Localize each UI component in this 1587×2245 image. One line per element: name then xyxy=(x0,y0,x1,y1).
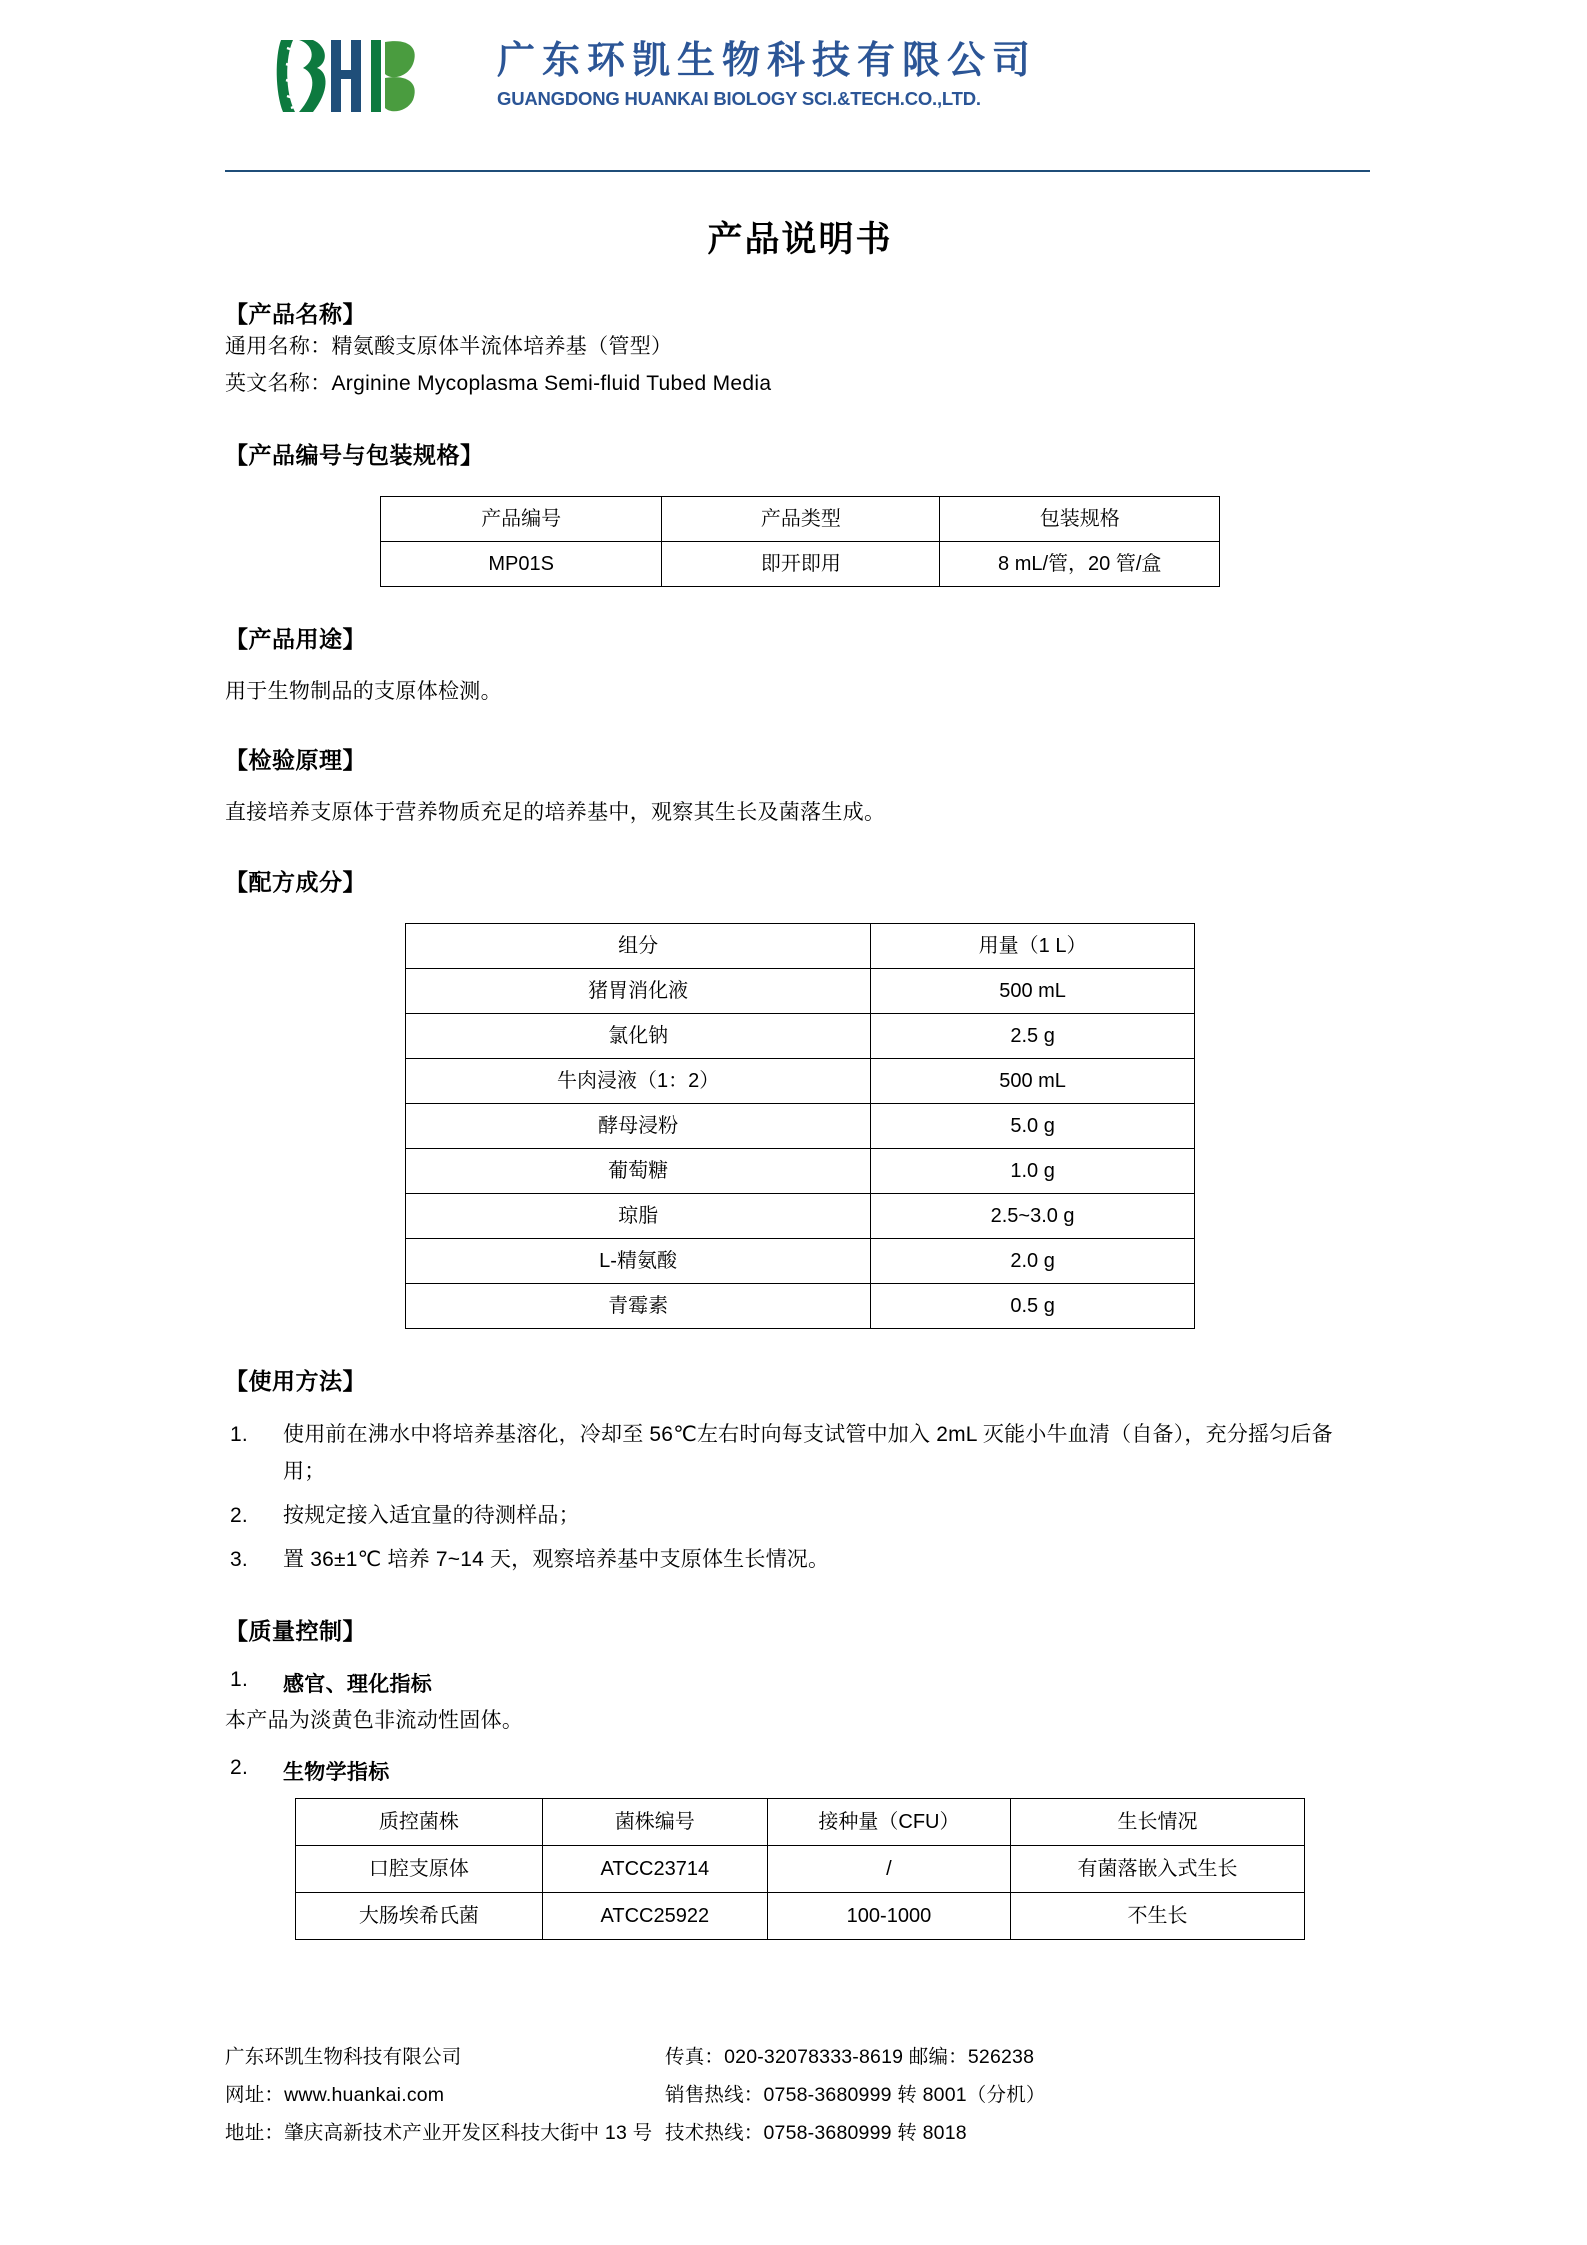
table-row xyxy=(296,1845,1305,1892)
list-item xyxy=(225,1541,1375,1579)
company-name-en: GUANGDONG HUANKAI BIOLOGY SCI.&TECH.CO.,LTD. xyxy=(497,88,981,110)
quality-item-biological xyxy=(225,1756,1375,1786)
table-cell: 有菌落嵌入式生长 xyxy=(1010,1845,1304,1892)
item-number: 1. xyxy=(230,1667,249,1691)
table-row xyxy=(406,1058,1195,1103)
principle-text: 直接培养支原体于营养物质充足的培养基中，观察其生长及菌落生成。 xyxy=(225,801,886,825)
table-row xyxy=(406,1193,1195,1238)
list-item xyxy=(225,1416,1375,1492)
table-cell: 0.5 g xyxy=(871,1283,1195,1328)
table-cell: 即开即用 xyxy=(662,541,940,586)
footer-right-column xyxy=(665,2038,1375,2152)
section-heading-usage: 【产品用途】 xyxy=(225,625,366,652)
table-cell: 大肠埃希氏菌 xyxy=(296,1892,543,1939)
footer-fax-postcode: 传真：020-32078333-8619 邮编：526238 xyxy=(665,2046,1035,2068)
step-number: 1. xyxy=(230,1422,248,1446)
table-cell: MP01S xyxy=(381,541,662,586)
column-header: 生长情况 xyxy=(1010,1798,1304,1845)
table-row xyxy=(406,1148,1195,1193)
footer-address: 地址：肇庆高新技术产业开发区科技大街中 13 号 xyxy=(225,2122,653,2145)
table-cell: 不生长 xyxy=(1010,1892,1304,1939)
page-header xyxy=(225,0,1375,112)
company-name-cn: 广东环凯生物科技有限公司 xyxy=(497,39,1038,82)
table-cell: 1.0 g xyxy=(871,1148,1195,1193)
generic-name-value: 精氨酸支原体半流体培养基（管型） xyxy=(331,335,673,358)
table-cell: ATCC23714 xyxy=(542,1845,767,1892)
table-cell: 2.5~3.0 g xyxy=(871,1193,1195,1238)
footer-tech-hotline: 技术热线：0758-3680999 转 8018 xyxy=(665,2122,967,2145)
column-header: 菌株编号 xyxy=(542,1798,767,1845)
list-item xyxy=(225,1497,1375,1535)
column-header: 组分 xyxy=(406,923,871,968)
table-row xyxy=(406,1283,1195,1328)
section-heading-spec: 【产品编号与包装规格】 xyxy=(225,441,484,468)
spec-table xyxy=(380,496,1220,587)
page-title: 产品说明书 xyxy=(707,220,893,259)
table-row xyxy=(406,1013,1195,1058)
item-title: 生物学指标 xyxy=(283,1760,390,1784)
column-header: 接种量（CFU） xyxy=(767,1798,1010,1845)
table-cell: 牛肉浸液（1：2） xyxy=(406,1058,871,1103)
company-identity xyxy=(497,40,1037,111)
table-cell: 8 mL/管，20 管/盒 xyxy=(940,541,1220,586)
table-cell: 2.5 g xyxy=(871,1013,1195,1058)
quality-control-table xyxy=(295,1798,1305,1940)
column-header: 产品编号 xyxy=(381,496,662,541)
document-body xyxy=(225,170,1375,1940)
table-header-row xyxy=(296,1798,1305,1845)
english-name-row xyxy=(225,366,1375,403)
footer-company-name: 广东环凯生物科技有限公司 xyxy=(225,2046,462,2068)
footer-sales-hotline: 销售热线：0758-3680999 转 8001（分机） xyxy=(665,2084,1046,2107)
section-heading-principle: 【检验原理】 xyxy=(225,747,366,774)
company-logo-icon xyxy=(273,34,423,116)
document-content xyxy=(225,0,1375,112)
step-number: 3. xyxy=(230,1547,248,1571)
table-cell: 琼脂 xyxy=(406,1193,871,1238)
step-text: 按规定接入适宜量的待测样品； xyxy=(283,1504,580,1528)
table-header-row xyxy=(381,496,1220,541)
table-row xyxy=(406,1238,1195,1283)
column-header: 质控菌株 xyxy=(296,1798,543,1845)
table-cell: L-精氨酸 xyxy=(406,1238,871,1283)
step-number: 2. xyxy=(230,1504,248,1528)
generic-name-row xyxy=(225,329,1375,366)
table-cell: 2.0 g xyxy=(871,1238,1195,1283)
table-row xyxy=(381,541,1220,586)
step-text: 置 36±1℃ 培养 7~14 天，观察培养基中支原体生长情况。 xyxy=(283,1547,830,1571)
footer-left-column xyxy=(225,2038,665,2152)
quality-item-sensory xyxy=(225,1668,1375,1698)
english-name-label: 英文名称： xyxy=(225,371,332,395)
column-header: 产品类型 xyxy=(662,496,940,541)
table-cell: 500 mL xyxy=(871,968,1195,1013)
section-heading-method: 【使用方法】 xyxy=(225,1367,366,1394)
sensory-text: 本产品为淡黄色非流动性固体。 xyxy=(225,1708,524,1732)
footer-website[interactable]: 网址：www.huankai.com xyxy=(225,2084,445,2107)
table-cell: 500 mL xyxy=(871,1058,1195,1103)
table-cell: / xyxy=(767,1845,1010,1892)
table-row xyxy=(296,1892,1305,1939)
section-heading-formula: 【配方成分】 xyxy=(225,868,366,895)
table-cell: 酵母浸粉 xyxy=(406,1103,871,1148)
table-row xyxy=(406,968,1195,1013)
method-steps xyxy=(225,1416,1375,1579)
english-name-value: Arginine Mycoplasma Semi-fluid Tubed Media xyxy=(331,371,772,395)
table-cell: 青霉素 xyxy=(406,1283,871,1328)
generic-name-label: 通用名称： xyxy=(225,335,332,358)
column-header: 用量（1 L） xyxy=(871,923,1195,968)
table-cell: 葡萄糖 xyxy=(406,1148,871,1193)
section-heading-product-name: 【产品名称】 xyxy=(225,301,366,327)
table-row xyxy=(406,1103,1195,1148)
table-cell: ATCC25922 xyxy=(542,1892,767,1939)
table-cell: 口腔支原体 xyxy=(296,1845,543,1892)
table-cell: 100-1000 xyxy=(767,1892,1010,1939)
formula-table xyxy=(405,923,1195,1329)
item-number: 2. xyxy=(230,1755,249,1779)
column-header: 包装规格 xyxy=(940,496,1220,541)
usage-text: 用于生物制品的支原体检测。 xyxy=(225,679,502,703)
table-cell: 5.0 g xyxy=(871,1103,1195,1148)
step-text: 使用前在沸水中将培养基溶化，冷却至 56℃左右时向每支试管中加入 2mL 灭能小牛血清（自备），充分摇匀后备用； xyxy=(283,1422,1333,1484)
item-title: 感官、理化指标 xyxy=(283,1672,433,1696)
section-heading-quality: 【质量控制】 xyxy=(225,1617,366,1644)
table-cell: 氯化钠 xyxy=(406,1013,871,1058)
table-header-row xyxy=(406,923,1195,968)
table-cell: 猪胃消化液 xyxy=(406,968,871,1013)
page-footer xyxy=(225,2038,1375,2152)
